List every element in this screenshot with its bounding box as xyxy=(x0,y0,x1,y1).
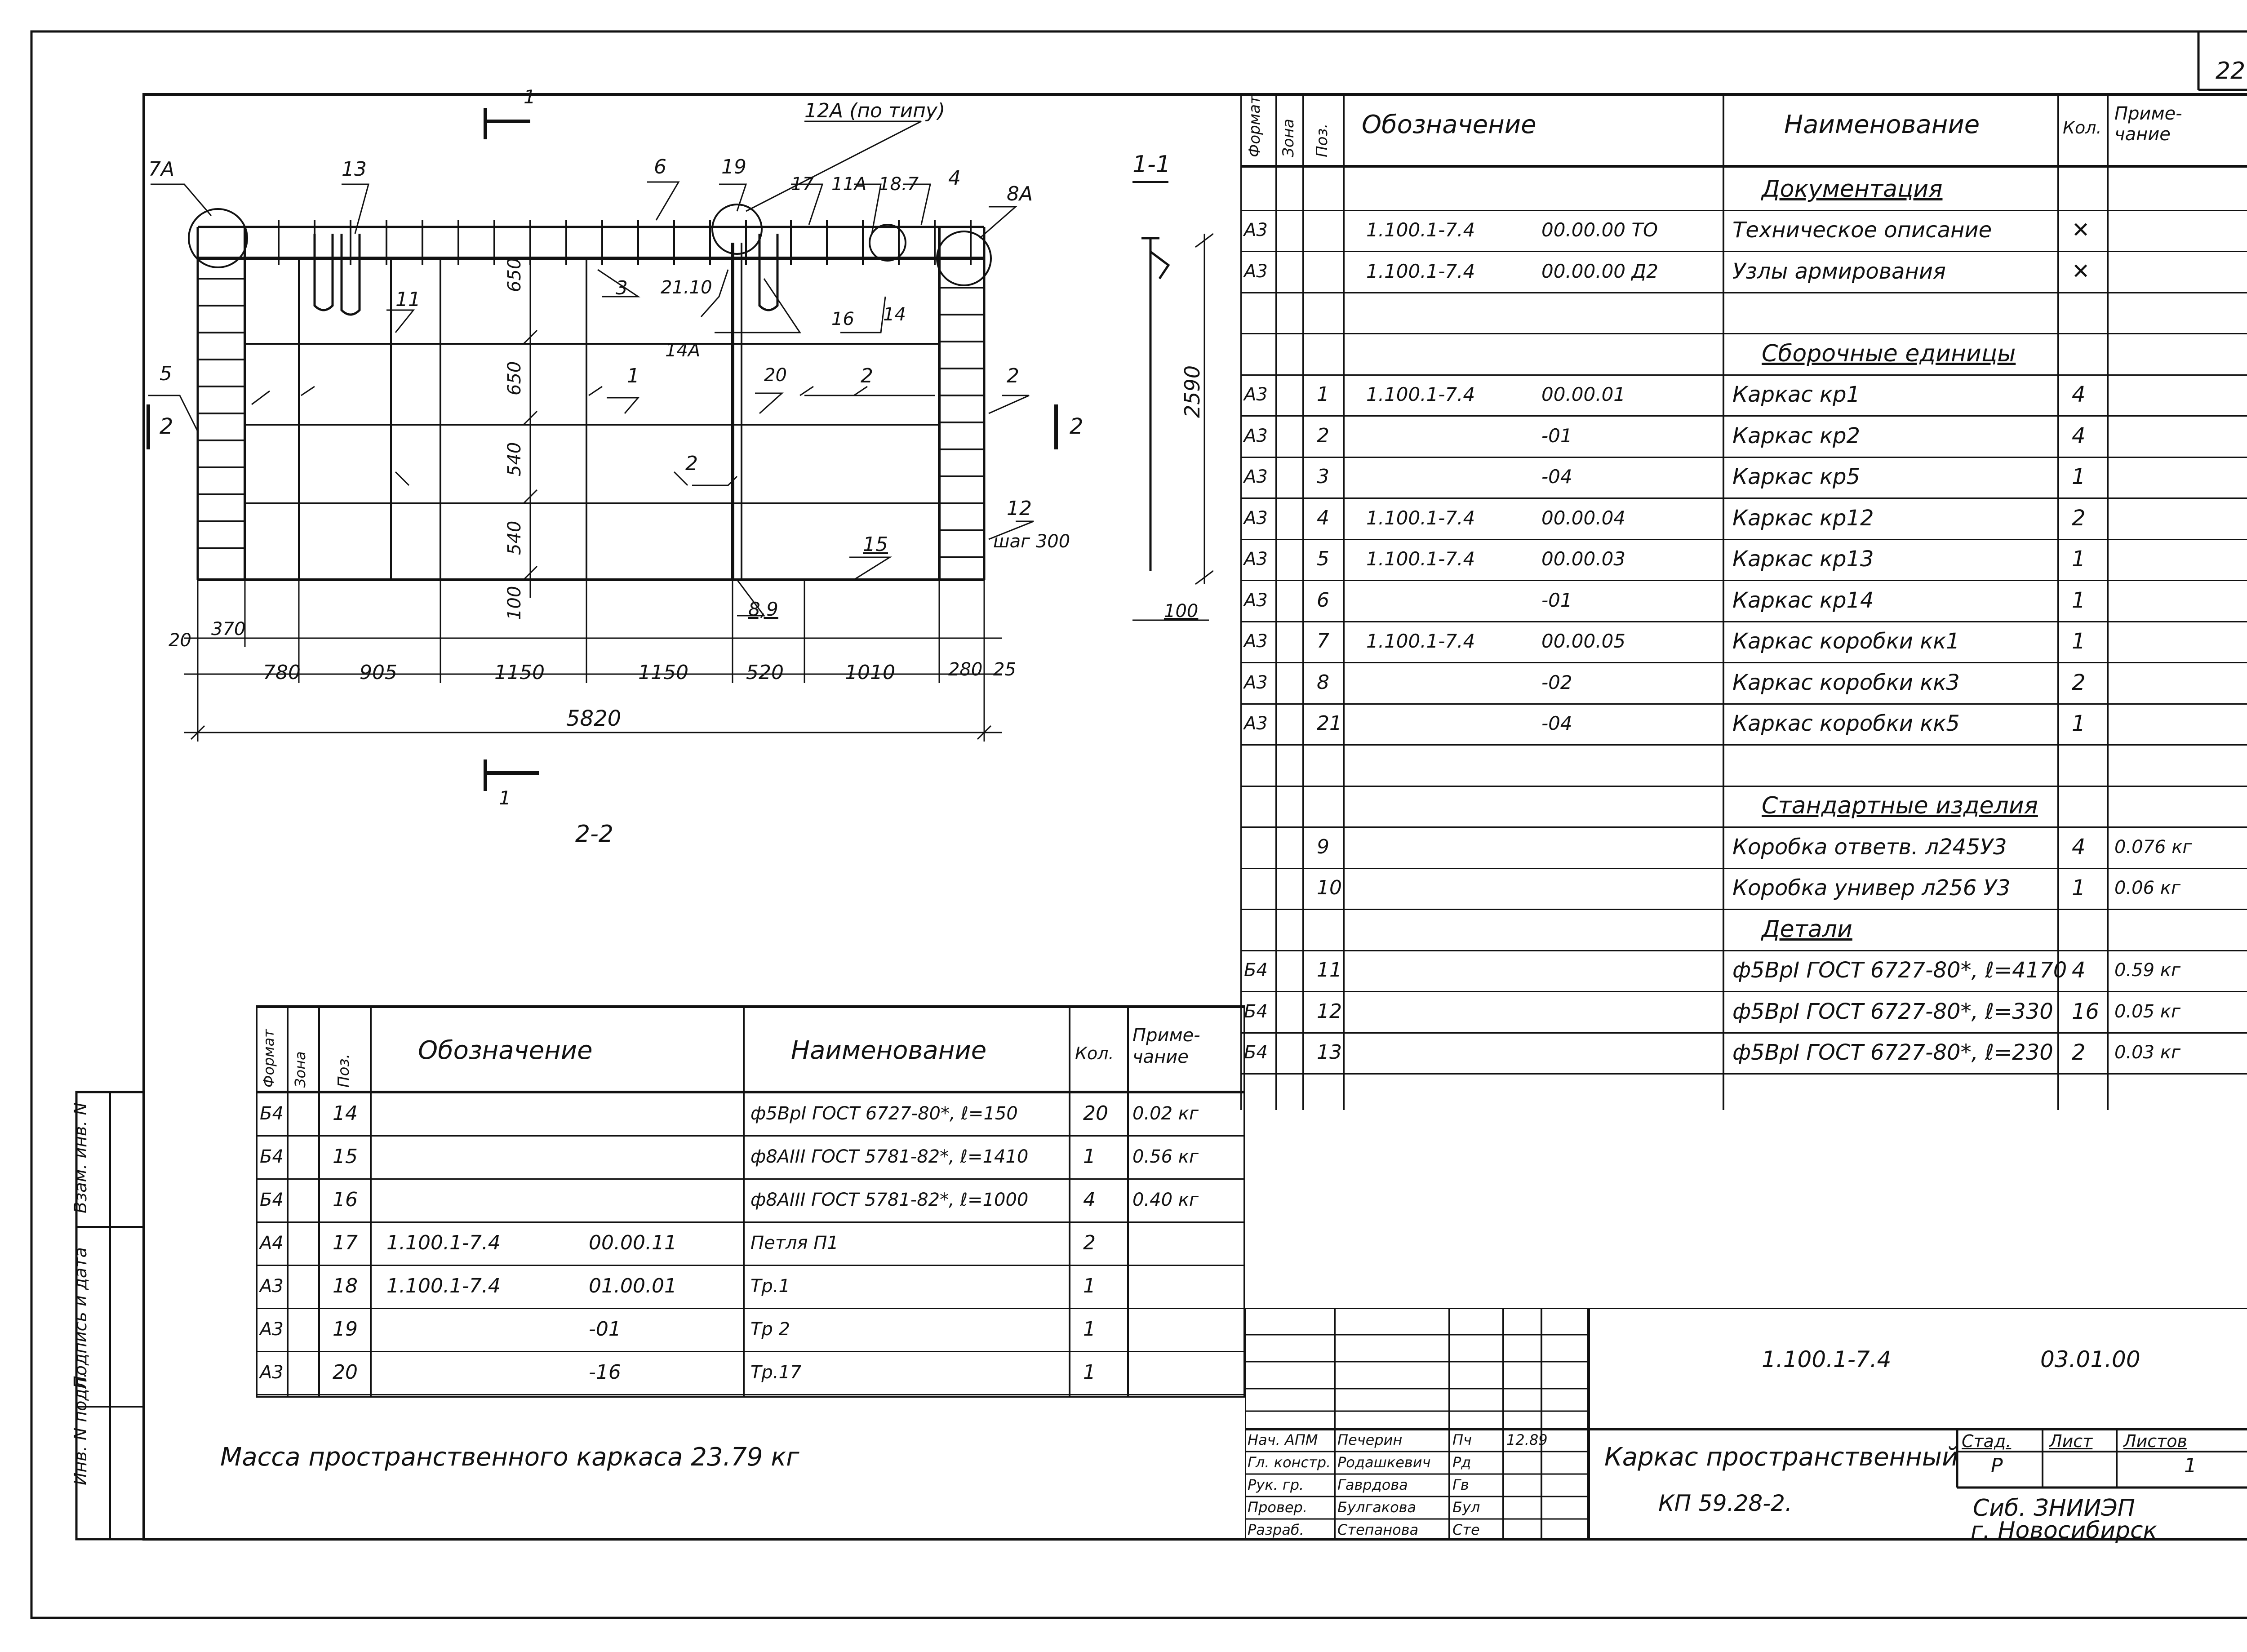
spec-right-col-pos: Поз. xyxy=(1313,123,1331,157)
spec-right-qty: 2 xyxy=(2072,670,2086,695)
spec-right-col-designation: Обозначение xyxy=(1362,110,1536,139)
spec-left-pos: 16 xyxy=(333,1188,358,1211)
callout-15: 15 xyxy=(863,533,888,556)
spec-right-designation-suffix: 00.00.05 xyxy=(1541,630,1626,653)
staff-role: Рук. гр. xyxy=(1248,1476,1304,1493)
callout-2-a: 2 xyxy=(861,364,873,387)
spec-right-qty: 1 xyxy=(2072,587,2086,613)
spec-right-pos: 8 xyxy=(1317,671,1329,694)
spec-right-name: Коробка универ л256 У3 xyxy=(1732,875,2011,901)
spec-right-row-line xyxy=(1240,210,2247,211)
callout-18-7: 18.7 xyxy=(879,174,919,195)
dim-overall-5820: 5820 xyxy=(566,706,622,731)
callout-1: 1 xyxy=(627,364,639,387)
spec-right-designation-suffix: -04 xyxy=(1541,466,1572,488)
spec-right-qty: 1 xyxy=(2072,875,2086,901)
callout-7A: 7А xyxy=(148,158,175,181)
spec-right-row-line xyxy=(1240,415,2247,417)
spec-right-qty: 2 xyxy=(2072,505,2086,531)
callout-8-9: 8,9 xyxy=(748,598,778,620)
spec-left-qty: 1 xyxy=(1083,1275,1096,1297)
spec-right-row-line xyxy=(1240,826,2247,828)
callout-5: 5 xyxy=(160,362,172,385)
staff-signature: Гв xyxy=(1452,1476,1469,1493)
spec-right-name: Детали xyxy=(1762,915,1852,943)
spec-right-pos: 7 xyxy=(1317,630,1329,653)
spec-right-name: ф5ВрI ГОСТ 6727-80*, ℓ=230 xyxy=(1732,1040,2053,1066)
stamp-replaced: Взам. инв. N xyxy=(71,1102,90,1213)
section-mark-bottom: 1 xyxy=(499,787,511,809)
spec-right-designation-suffix: 00.00.01 xyxy=(1541,383,1626,406)
staff-signature: Бул xyxy=(1452,1499,1480,1516)
dim-1150-a: 1150 xyxy=(494,661,545,684)
section-mark-right: 2 xyxy=(1070,414,1084,439)
spec-right-designation-suffix: -01 xyxy=(1541,589,1572,611)
spec-right-name: Техническое описание xyxy=(1732,218,1992,243)
spec-right-qty: 4 xyxy=(2072,834,2086,860)
dim-1010: 1010 xyxy=(845,661,895,684)
spec-right-designation-suffix: 00.00.00 Д2 xyxy=(1541,260,1658,282)
staff-signature: Сте xyxy=(1452,1521,1480,1538)
spec-right-designation-suffix: 00.00.03 xyxy=(1541,548,1626,570)
spec-right-col-qty: Кол. xyxy=(2063,118,2102,138)
spec-left-designation-suffix: 01.00.01 xyxy=(589,1275,677,1297)
callout-6: 6 xyxy=(654,155,666,178)
spec-left-name: Тр.1 xyxy=(750,1276,790,1297)
spec-left-pos: 19 xyxy=(333,1318,358,1341)
callout-8A: 8А xyxy=(1007,182,1033,205)
spec-right-row-line xyxy=(1240,292,2247,293)
spec-left-qty: 1 xyxy=(1083,1361,1096,1384)
spec-right-name: Документация xyxy=(1762,175,1943,203)
spec-right-name: Каркас кр5 xyxy=(1732,464,1861,490)
spec-right-row-line xyxy=(1240,950,2247,951)
callout-2-b: 2 xyxy=(1007,364,1019,387)
section-2-2-title: 2-2 xyxy=(575,821,613,848)
spec-left-pos: 15 xyxy=(333,1145,358,1168)
spec-left-row-line xyxy=(256,1221,1245,1223)
spec-right-format: А3 xyxy=(1244,507,1268,528)
spec-right-format: А3 xyxy=(1244,631,1268,652)
spec-right-name: Коробка ответв. л245У3 xyxy=(1732,834,2007,860)
spec-right-row-line xyxy=(1240,703,2247,705)
spec-right-col-note: Приме-чание xyxy=(2114,103,2182,145)
dim-280: 280 xyxy=(948,659,983,680)
spec-left-designation-suffix: -01 xyxy=(589,1318,621,1341)
spec-right-row-line xyxy=(1240,744,2247,746)
spec-right-format: Б4 xyxy=(1244,1001,1268,1022)
spec-right-qty: ✕ xyxy=(2072,258,2090,284)
spec-right-name: Каркас коробки кк5 xyxy=(1732,711,1960,737)
staff-role: Разраб. xyxy=(1248,1521,1304,1538)
spec-right-designation: 1.100.1-7.4 xyxy=(1366,383,1475,406)
staff-name: Печерин xyxy=(1337,1431,1403,1448)
spec-left-pos: 14 xyxy=(333,1102,358,1125)
spec-right-format: А3 xyxy=(1244,384,1268,405)
callout-11A: 11А xyxy=(831,174,867,195)
spec-right-row-line xyxy=(1240,580,2247,581)
spec-right-pos: 4 xyxy=(1317,506,1329,529)
spec-left-designation: 1.100.1-7.4 xyxy=(386,1275,501,1297)
spec-right-designation: 1.100.1-7.4 xyxy=(1366,219,1475,241)
spec-left-designation: 1.100.1-7.4 xyxy=(386,1231,501,1254)
spec-right-format: Б4 xyxy=(1244,960,1268,981)
title-org1: Сиб. ЗНИИЭП xyxy=(1973,1495,2135,1522)
section-mark-top: 1 xyxy=(524,86,536,108)
spec-left-row-line xyxy=(256,1394,1245,1395)
spec-right-pos: 11 xyxy=(1317,959,1342,982)
spec-right-row-line xyxy=(1240,909,2247,910)
spec-left-qty: 1 xyxy=(1083,1145,1096,1168)
spec-right-format: А3 xyxy=(1244,549,1268,570)
spec-right-row-line xyxy=(1240,497,2247,499)
spec-right-qty: 1 xyxy=(2072,546,2086,572)
spec-right-format: А3 xyxy=(1244,713,1268,734)
spec-left-qty: 20 xyxy=(1083,1102,1108,1125)
staff-date: 12.89 xyxy=(1506,1431,1548,1448)
spec-left-col-designation: Обозначение xyxy=(418,1036,593,1065)
spec-left-format: Б4 xyxy=(260,1190,284,1210)
callout-3: 3 xyxy=(616,277,628,299)
callout-14A: 14А xyxy=(665,340,701,361)
staff-name: Родашкевич xyxy=(1337,1454,1431,1471)
title-sheets: 1 xyxy=(2184,1454,2197,1477)
dim-905: 905 xyxy=(360,661,397,684)
spec-right-row-line xyxy=(1240,868,2247,869)
dim-780: 780 xyxy=(263,661,301,684)
spec-right-name: Узлы армирования xyxy=(1732,258,1946,284)
section-mark-left: 2 xyxy=(160,414,173,439)
spec-left-col-note: Приме-чание xyxy=(1132,1025,1200,1067)
spec-right-format: А3 xyxy=(1244,672,1268,693)
spec-right-col-name: Наименование xyxy=(1784,110,1980,139)
spec-right-row-line xyxy=(1240,333,2247,334)
spec-left-row-line xyxy=(256,1178,1245,1180)
dim-370: 370 xyxy=(211,619,246,639)
title-mark: КП 59.28-2. xyxy=(1658,1490,1792,1516)
staff-signature: Рд xyxy=(1452,1454,1471,1471)
spec-left-row-line xyxy=(256,1135,1245,1137)
spec-right-qty: 4 xyxy=(2072,382,2086,408)
sheet-number: 22 xyxy=(2216,58,2246,84)
spec-right-designation: 1.100.1-7.4 xyxy=(1366,630,1475,653)
spec-left-row-line xyxy=(256,1308,1245,1309)
callout-17: 17 xyxy=(791,174,814,195)
spec-right-name: Стандартные изделия xyxy=(1762,792,2038,820)
callout-12: 12 xyxy=(1007,497,1032,520)
callout-21-10: 21.10 xyxy=(661,277,712,298)
spec-right-pos: 9 xyxy=(1317,835,1329,858)
spec-left-format: А4 xyxy=(260,1233,284,1253)
dim-h-540-b: 540 xyxy=(504,520,525,555)
callout-2-c: 2 xyxy=(685,452,698,475)
spec-left-pos: 17 xyxy=(333,1231,358,1254)
spec-right-note: 0.59 кг xyxy=(2114,960,2180,981)
spec-right-row-line xyxy=(1240,374,2247,376)
title-sheets-label: Листов xyxy=(2123,1431,2187,1451)
spec-right-qty: 1 xyxy=(2072,711,2086,737)
spec-left-designation-suffix: 00.00.11 xyxy=(589,1231,677,1254)
spec-left-col-qty: Кол. xyxy=(1075,1044,1114,1063)
spec-left-format: А3 xyxy=(260,1276,284,1297)
spec-left-note: 0.02 кг xyxy=(1132,1103,1199,1124)
dim-h-100: 100 xyxy=(504,586,525,620)
spec-right-format: А3 xyxy=(1244,425,1268,446)
spec-right-qty: 2 xyxy=(2072,1040,2086,1066)
section-1-1-title: 1-1 xyxy=(1132,151,1171,178)
spec-left-col-pos: Поз. xyxy=(335,1053,353,1088)
staff-name: Булгакова xyxy=(1337,1499,1417,1516)
spec-right-pos: 3 xyxy=(1317,465,1329,488)
spec-right-name: Каркас кр14 xyxy=(1732,587,1874,613)
staff-role: Провер. xyxy=(1248,1499,1307,1516)
spec-right-pos: 13 xyxy=(1317,1041,1342,1064)
dim-20: 20 xyxy=(169,630,191,651)
spec-left-qty: 1 xyxy=(1083,1318,1096,1341)
callout-20: 20 xyxy=(764,365,787,386)
spec-left-format: Б4 xyxy=(260,1103,284,1124)
spec-left-format: Б4 xyxy=(260,1146,284,1167)
spec-right-name: Сборочные единицы xyxy=(1762,340,2016,367)
dim-25: 25 xyxy=(993,659,1016,680)
callout-14: 14 xyxy=(883,304,906,325)
spec-right-row-line xyxy=(1240,621,2247,622)
spec-right-name: Каркас коробки кк1 xyxy=(1732,629,1960,654)
title-stage: Р xyxy=(1991,1454,2003,1477)
callout-13: 13 xyxy=(342,158,367,181)
spec-right-designation-suffix: -04 xyxy=(1541,712,1572,735)
spec-left-name: Тр 2 xyxy=(750,1319,790,1340)
staff-name: Гаврдова xyxy=(1337,1476,1408,1493)
spec-left-col-format: Формат xyxy=(260,1029,277,1088)
spec-left-format: А3 xyxy=(260,1319,284,1340)
spec-right-pos: 10 xyxy=(1317,876,1342,900)
spec-right-row-line xyxy=(1240,662,2247,663)
spec-right-qty: 4 xyxy=(2072,423,2086,449)
stamp-inv-no: Инв. N подл. xyxy=(71,1372,90,1485)
spec-right-pos: 21 xyxy=(1317,712,1342,735)
callout-11: 11 xyxy=(395,288,421,311)
spec-left-col-zone: Зона xyxy=(292,1051,309,1088)
callout-19: 19 xyxy=(721,155,746,178)
spec-right-row-line xyxy=(1240,786,2247,787)
spec-right-pos: 5 xyxy=(1317,547,1329,571)
title-org2: г. Новосибирск xyxy=(1971,1517,2158,1544)
spec-right-designation: 1.100.1-7.4 xyxy=(1366,506,1475,529)
title-sheet-label: Лист xyxy=(2049,1431,2093,1451)
spec-right-row-line xyxy=(1240,251,2247,252)
title-code-right: 03.01.00 xyxy=(2040,1346,2140,1372)
spec-right-pos: 12 xyxy=(1317,999,1342,1023)
dim-h-650-a: 650 xyxy=(504,258,525,292)
spec-right-row-line xyxy=(1240,457,2247,458)
title-stage-label: Стад. xyxy=(1962,1431,2012,1451)
title-name: Каркас пространственный xyxy=(1604,1443,1958,1472)
spec-right-name: Каркас кр13 xyxy=(1732,546,1874,572)
spec-right-qty: ✕ xyxy=(2072,218,2090,243)
staff-role: Гл. констр. xyxy=(1248,1454,1331,1471)
callout-4: 4 xyxy=(948,167,961,190)
dim-h-540-a: 540 xyxy=(504,442,525,476)
callout-12A: 12А (по типу) xyxy=(804,99,946,122)
spec-left-name: Тр.17 xyxy=(750,1362,802,1383)
spec-right-designation-suffix: -01 xyxy=(1541,424,1572,447)
spec-right-format: А3 xyxy=(1244,590,1268,611)
spec-right-name: Каркас кр2 xyxy=(1732,423,1861,449)
spec-left-qty: 4 xyxy=(1083,1188,1096,1211)
spec-right-format: Б4 xyxy=(1244,1042,1268,1063)
staff-signature: Пч xyxy=(1452,1431,1472,1448)
spec-right-designation: 1.100.1-7.4 xyxy=(1366,548,1475,570)
spec-left-qty: 2 xyxy=(1083,1231,1096,1254)
spec-right-format: А3 xyxy=(1244,261,1268,282)
spec-right-row-line xyxy=(1240,1073,2247,1075)
spec-right-col-format: Формат xyxy=(1246,95,1264,157)
spec-right-pos: 6 xyxy=(1317,588,1329,612)
spec-left-note: 0.56 кг xyxy=(1132,1146,1199,1167)
spec-left-row-line xyxy=(256,1351,1245,1352)
spec-right-name: ф5ВрI ГОСТ 6727-80*, ℓ=4170 xyxy=(1732,958,2067,983)
spec-right-name: ф5ВрI ГОСТ 6727-80*, ℓ=330 xyxy=(1732,999,2053,1024)
spec-left-name: Петля П1 xyxy=(750,1233,839,1253)
spec-right-designation-suffix: -02 xyxy=(1541,671,1572,693)
title-code-left: 1.100.1-7.4 xyxy=(1762,1346,1892,1372)
staff-role: Нач. АПМ xyxy=(1248,1431,1318,1448)
dim-1150-b: 1150 xyxy=(638,661,688,684)
spec-right-name: Каркас кр12 xyxy=(1732,505,1874,531)
spec-right-note: 0.05 кг xyxy=(2114,1001,2180,1022)
spec-right-pos: 1 xyxy=(1317,383,1329,406)
spec-left-pos: 18 xyxy=(333,1275,358,1297)
spec-right-pos: 2 xyxy=(1317,424,1329,447)
spec-left-row-line xyxy=(256,1265,1245,1266)
dim-h-650-b: 650 xyxy=(504,361,525,395)
spec-right-format: А3 xyxy=(1244,466,1268,488)
spec-left-col-name: Наименование xyxy=(791,1036,987,1065)
spec-right-qty: 1 xyxy=(2072,464,2086,490)
spec-right-designation-suffix: 00.00.04 xyxy=(1541,506,1626,529)
callout-16: 16 xyxy=(831,309,854,329)
spec-left-designation-suffix: -16 xyxy=(589,1361,621,1384)
spec-right-qty: 16 xyxy=(2072,999,2100,1024)
spec-right-designation-suffix: 00.00.00 ТО xyxy=(1541,219,1658,241)
spec-right-col-zone: Зона xyxy=(1279,119,1297,157)
stamp-sign-date: Подпись и дата xyxy=(71,1247,90,1389)
spec-right-row-line xyxy=(1240,991,2247,992)
spec-right-format: А3 xyxy=(1244,220,1268,241)
callout-step-300: шаг 300 xyxy=(993,531,1070,552)
spec-right-note: 0.06 кг xyxy=(2114,878,2180,899)
spec-right-qty: 1 xyxy=(2072,629,2086,654)
spec-left-name: ф5ВрI ГОСТ 6727-80*, ℓ=150 xyxy=(750,1103,1018,1124)
spec-left-format: А3 xyxy=(260,1362,284,1383)
dim-section-100: 100 xyxy=(1164,601,1199,622)
spec-right-qty: 4 xyxy=(2072,958,2086,983)
dim-520: 520 xyxy=(746,661,784,684)
dim-2590: 2590 xyxy=(1180,365,1204,418)
spec-left-name: ф8АIII ГОСТ 5781-82*, ℓ=1000 xyxy=(750,1190,1029,1210)
spec-left-name: ф8АIII ГОСТ 5781-82*, ℓ=1410 xyxy=(750,1146,1029,1167)
staff-name: Степанова xyxy=(1337,1521,1419,1538)
spec-right-note: 0.03 кг xyxy=(2114,1042,2180,1063)
spec-right-designation: 1.100.1-7.4 xyxy=(1366,260,1475,282)
spec-right-row-line xyxy=(1240,539,2247,540)
spec-right-note: 0.076 кг xyxy=(2114,836,2192,857)
spec-left-note: 0.40 кг xyxy=(1132,1190,1199,1210)
spec-right-row-line xyxy=(1240,1032,2247,1034)
spec-left-pos: 20 xyxy=(333,1361,358,1384)
spec-right-name: Каркас коробки кк3 xyxy=(1732,670,1960,695)
mass-note: Масса пространственного каркаса 23.79 кг xyxy=(220,1443,799,1472)
spec-right-name: Каркас кр1 xyxy=(1732,382,1861,408)
